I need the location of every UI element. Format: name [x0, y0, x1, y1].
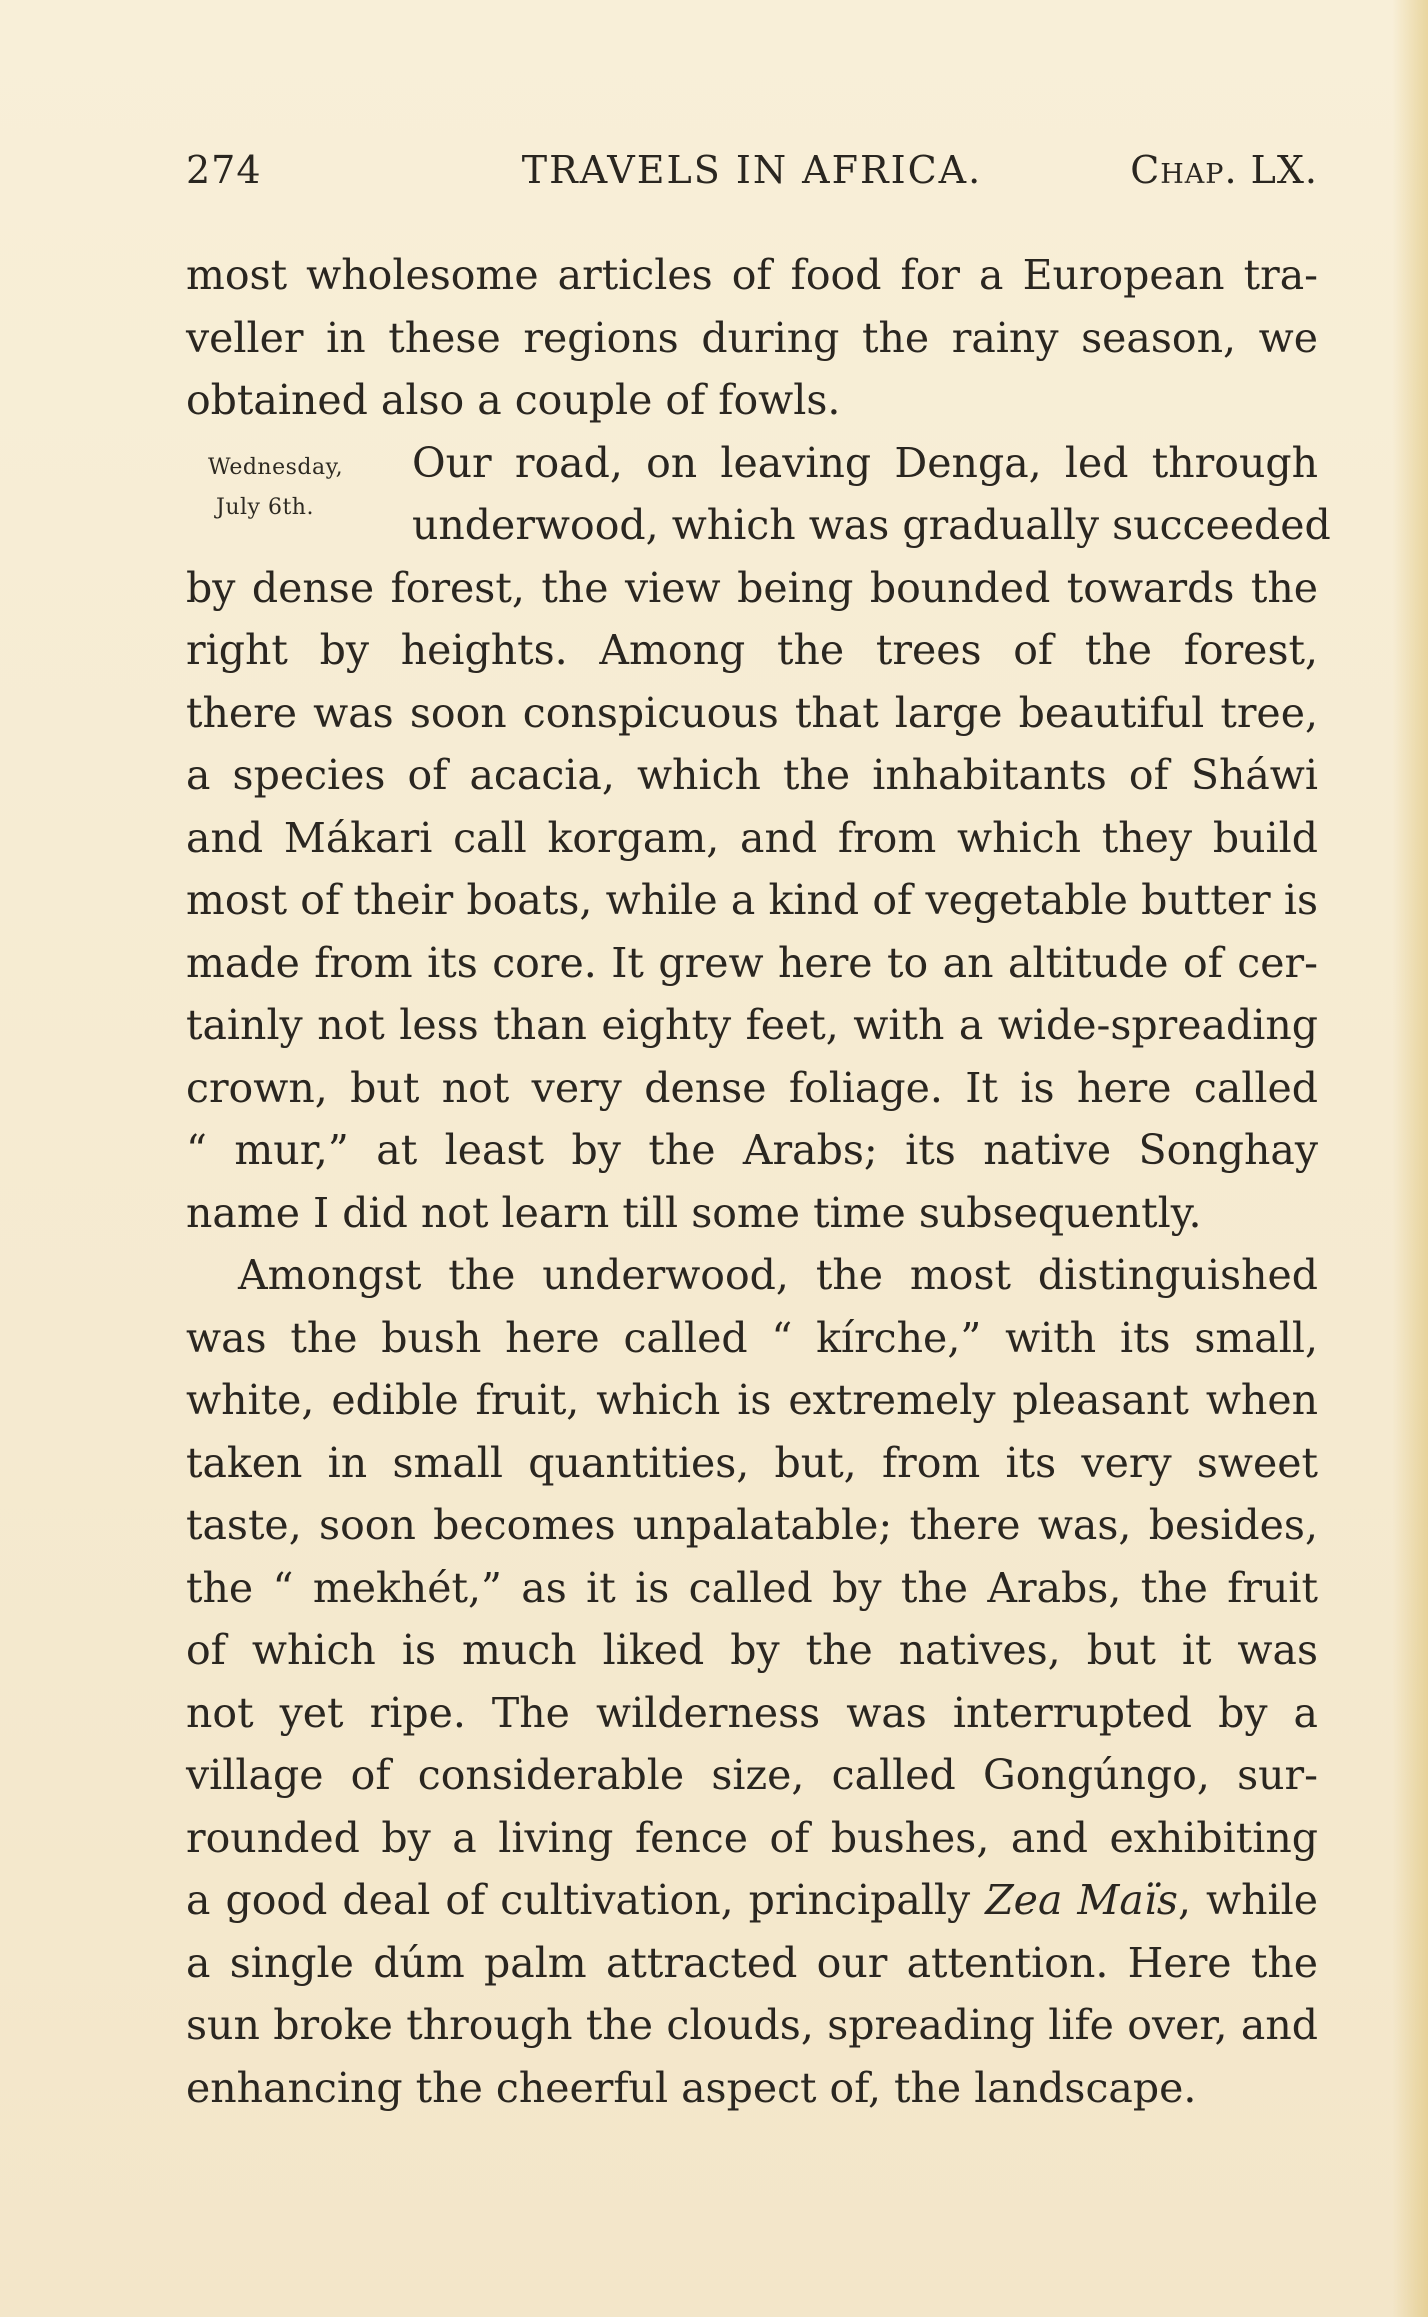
text-line: taken in small quantities, but, from its very sweet [186, 1438, 1318, 1487]
text-line: rounded by a living fence of bushes, and exhibiting [186, 1813, 1318, 1862]
text-line: made from its core. It grew here to an altitude of cer- [186, 938, 1318, 987]
text-line: right by heights. Among the trees of the forest, [186, 626, 1318, 674]
text-fragment: , while [1177, 1876, 1318, 1924]
text-line: “ mur,” at least by the Arabs; its native Songhay [186, 1126, 1318, 1174]
text-line: was the bush here called “ kírche,” with its small, [186, 1313, 1318, 1362]
text-line: there was soon conspicuous that large beautiful tree, [186, 688, 1318, 737]
text-line: crown, but not very dense foliage. It is here called [186, 1063, 1318, 1112]
text-line: most of their boats, while a kind of vegetable butter is [186, 876, 1318, 924]
text-line: taste, soon becomes unpalatable; there was, besides, [186, 1501, 1318, 1549]
text-line: village of considerable size, called Gongúngo, sur- [186, 1751, 1318, 1799]
text-line: enhancing the cheerful aspect of, the landscape. [186, 2063, 1197, 2112]
text-line: white, edible fruit, which is extremely pleasant when [186, 1376, 1318, 1424]
page-header [186, 148, 1318, 198]
text-line: Our road, on leaving Denga, led through [412, 438, 1318, 487]
text-line: a single dúm palm attracted our attention. Here the [186, 1938, 1318, 1987]
text-line: obtained also a couple of fowls. [186, 376, 841, 424]
marginal-note-day: Wednesday, [208, 455, 344, 480]
text-line: the “ mekhét,” as it is called by the Arabs, the fruit [186, 1563, 1318, 1612]
text-line: tainly not less than eighty feet, with a wide-spreading [186, 1001, 1318, 1049]
text-line: of which is much liked by the natives, but it was [186, 1626, 1318, 1674]
text-line: not yet ripe. The wilderness was interrupted by a [186, 1688, 1318, 1737]
text-line: a species of acacia, which the inhabitants of Sháwi [186, 751, 1318, 799]
italic-term: Zea Maïs [985, 1876, 1178, 1924]
text-line: sun broke through the clouds, spreading life over, and [186, 2001, 1318, 2049]
text-line: and Mákari call korgam, and from which they build [186, 813, 1318, 862]
text-line: veller in these regions during the rainy season, we [186, 313, 1318, 362]
body-text [186, 244, 1331, 2119]
marginal-note-date: July 6th. [216, 495, 314, 520]
text-line: name I did not learn till some time subsequently. [186, 1188, 1202, 1237]
text-line: most wholesome articles of food for a European tra- [186, 251, 1318, 299]
text-line: by dense forest, the view being bounded towards the [186, 563, 1318, 612]
running-title: TRAVELS IN AFRICA. [521, 148, 983, 192]
chapter-label: Chap. LX. [1130, 148, 1318, 192]
text-line: underwood, which was gradually succeeded [412, 501, 1331, 549]
text-fragment: a good deal of cultivation, principally [186, 1876, 986, 1924]
text-line: Amongst the underwood, the most distinguished [238, 1251, 1318, 1299]
text-line-italic-mix [186, 1869, 1318, 1932]
page-number: 274 [186, 148, 262, 192]
